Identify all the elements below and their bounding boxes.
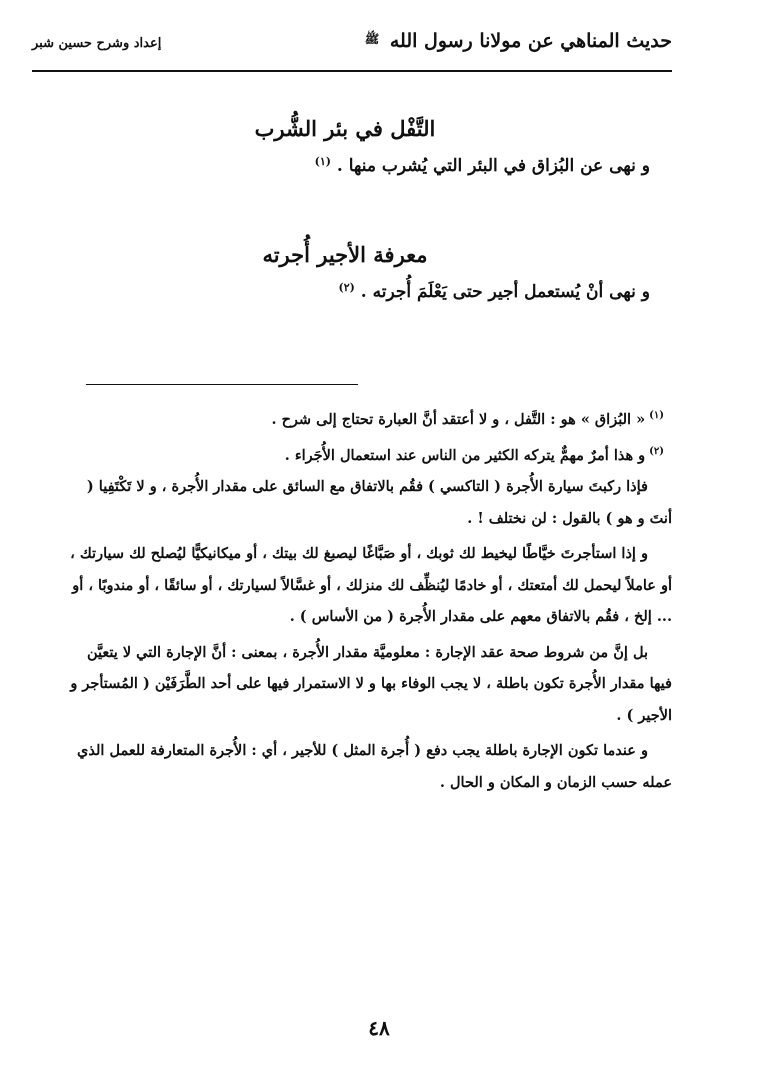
commentary-paragraph-4: و عندما تكون الإجارة باطلة يجب دفع ( أُجرة المثل ) للأجير ، أي : الأُجرة المتعارفة للعمل الذي عمله حسب الزمان و المكان و الحال . <box>77 742 672 791</box>
commentary-paragraph-1: فإذا ركبتَ سيارة الأُجرة ( التاكسي ) فقُم بالاتفاق مع السائق على مقدار الأُجرة ، و لا تَكْتَفِيا ( أنتَ و هو ) بالقول : لن نختلف ! . <box>86 478 672 527</box>
commentary-paragraph-3: بل إنَّ من شروط صحة عقد الإجارة : معلوميَّة مقدار الأُجرة ، بمعنى : أنَّ الإجارة التي لا يتعيَّن فيها مقدار الأُجرة تكون باطلة ، لا يجب الوفاء بها و لا الاستمرار فيها على أحد الطَّرَفَيْن ( المُستأجر و الأجير ) . <box>70 643 672 724</box>
salawat-seal: ﷺ <box>364 32 380 46</box>
header-title-text: حديث المناهي عن مولانا رسول الله <box>389 30 672 52</box>
section-heading: معرفة الأجير أُجرته <box>262 242 428 267</box>
hadith-text: و نهى أنْ يُستعمل أجير حتى يَعْلَمَ أُجرته . <box>360 282 650 302</box>
section-body <box>80 272 650 308</box>
footnote-mark: (١) <box>649 410 664 421</box>
footnote-separator <box>86 384 358 385</box>
footnote-1 <box>70 400 672 436</box>
footnote-ref: (١) <box>314 155 331 168</box>
header-author: إعداد وشرح حسين شبر <box>32 36 162 51</box>
commentary-paragraph-2: و إذا استأجرتَ خيَّاطًا ليخيط لك ثوبك ، أو صَبَّاغًا ليصبغ لك بيتك ، أو ميكانيكيًّا ليُصلح لك سيارتك ، أو عاملاً ليحمل لك أمتعتك ، أو خادمًا ليُنظِّف لك منزلك ، أو غسَّالاً لسيارتك ، أو سائقًا ، أو مندوبًا ، أو ... إلخ ، فقُم بالاتفاق معهم على مقدار الأُجرة ( من الأساس ) . <box>70 545 672 625</box>
section-worker-wage <box>80 238 650 308</box>
page-number: ٤٨ <box>368 1016 390 1040</box>
footnote-mark: (٢) <box>649 445 664 457</box>
running-header <box>32 28 672 72</box>
footnote-text: و هذا أمرٌ مهمٌّ يتركه الكثير من الناس عند استعمال الأُجَراء . <box>284 446 646 464</box>
footnote-2 <box>70 436 672 472</box>
footnote-ref: (٢) <box>338 281 355 294</box>
section-spitting-in-well <box>80 112 650 182</box>
section-body <box>80 146 650 182</box>
header-title <box>365 30 672 52</box>
footnote-text: « البُزاق » هو : التَّفل ، و لا أعتقد أنَّ العبارة تحتاج إلى شرح . <box>271 411 646 428</box>
section-heading: التَّفْل في بئر الشُّرب <box>254 116 436 141</box>
footnotes-area <box>70 400 672 798</box>
hadith-text: و نهى عن البُزاق في البئر التي يُشرب منها . <box>336 156 650 176</box>
